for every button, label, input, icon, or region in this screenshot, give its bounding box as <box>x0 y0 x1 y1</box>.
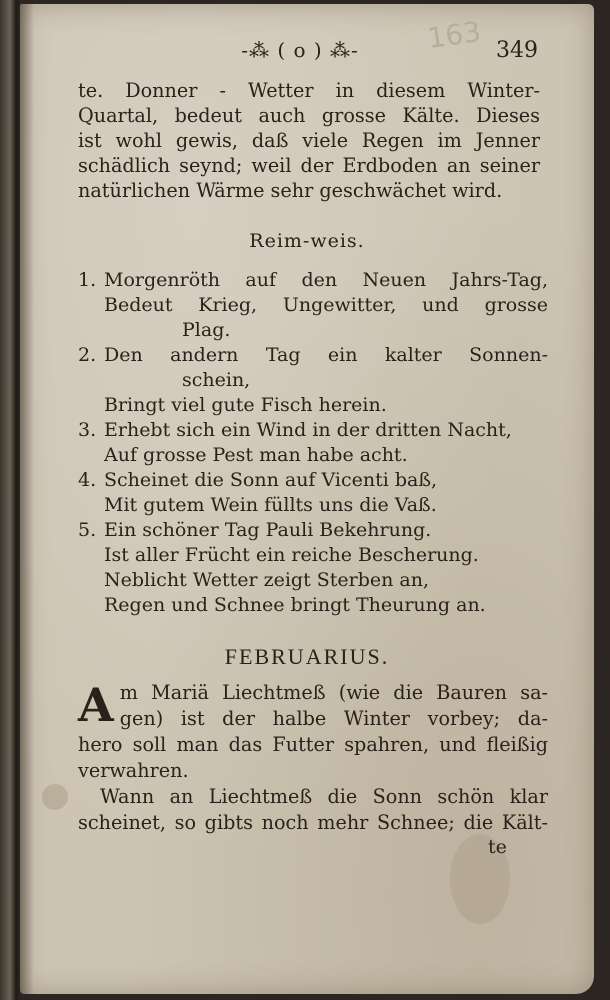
verse-number: 1. <box>78 269 97 291</box>
paper-stain <box>42 784 68 810</box>
februarius-paragraph <box>78 680 548 836</box>
verse-line: Auf grosse Pest man habe acht. <box>104 444 408 466</box>
verse-line: Plag. <box>182 319 231 341</box>
verse-item <box>78 418 548 468</box>
verse-line: Morgenröth auf den Neuen Jahrs-Tag, <box>104 269 548 291</box>
drop-cap: A <box>78 678 114 732</box>
verse-line: Bedeut Krieg, Ungewitter, und grosse <box>104 294 548 316</box>
verse-item <box>78 343 548 418</box>
verse-line: Den andern Tag ein kalter Sonnen- <box>104 344 548 366</box>
verse-item <box>78 268 548 343</box>
text-line: natürlichen Wärme sehr geschwächet wird. <box>78 179 503 202</box>
handwritten-ink-mark: 163 <box>425 14 484 56</box>
verse-line: Bringt viel gute Fisch herein. <box>104 394 387 416</box>
intro-paragraph <box>78 78 540 203</box>
book-page <box>20 4 594 994</box>
verse-line: Erhebt sich ein Wind in der dritten Nacht, <box>104 419 512 441</box>
text-line: verwahren. <box>78 759 189 782</box>
text-line: ist wohl gewis, daß viele Regen im Jenner <box>78 129 540 152</box>
text-line: schädlich seynd; weil der Erdboden an seiner <box>78 154 540 177</box>
verse-list <box>78 268 548 618</box>
verse-item <box>78 518 548 618</box>
page-number: 349 <box>496 38 538 63</box>
verse-line: Mit gutem Wein füllts uns die Vaß. <box>104 494 437 516</box>
section-title-februarius: FEBRUARIUS. <box>224 644 390 669</box>
verse-line: Scheinet die Sonn auf Vicenti baß, <box>104 469 438 491</box>
verse-line: Ein schöner Tag Pauli Bekehrung. <box>104 519 432 541</box>
catchword: te <box>488 836 507 858</box>
text-line: gen) ist der halbe Winter vorbey; da- <box>119 707 548 730</box>
verse-line: Regen und Schnee bringt Theurung an. <box>104 594 486 616</box>
verse-number: 5. <box>78 519 97 541</box>
text-line: Quartal, bedeut auch grosse Kälte. Dieses <box>78 104 540 127</box>
verse-line: Ist aller Frücht ein reiche Bescherung. <box>104 544 479 566</box>
verse-number: 3. <box>78 419 97 441</box>
verse-line: Neblicht Wetter zeigt Sterben an, <box>104 569 430 591</box>
verse-item <box>78 468 548 518</box>
text-line: m Mariä Liechtmeß (wie die Bauren sa- <box>119 681 548 704</box>
text-line: scheinet, so gibts noch mehr Schnee; die Kält- <box>78 811 548 834</box>
text-line: te. Donner - Wetter in diesem Winter- <box>78 79 540 102</box>
verse-line: schein, <box>182 369 251 391</box>
verses-heading: Reim-weis. <box>249 230 365 252</box>
running-head: -⁂ ( o ) ⁂- <box>241 38 359 62</box>
verse-number: 4. <box>78 469 97 491</box>
text-line: hero soll man das Futter spahren, und fleißig <box>78 733 548 756</box>
gutter-shadow <box>20 4 34 994</box>
verse-number: 2. <box>78 344 97 366</box>
text-line: Wann an Liechtmeß die Sonn schön klar <box>100 785 548 808</box>
